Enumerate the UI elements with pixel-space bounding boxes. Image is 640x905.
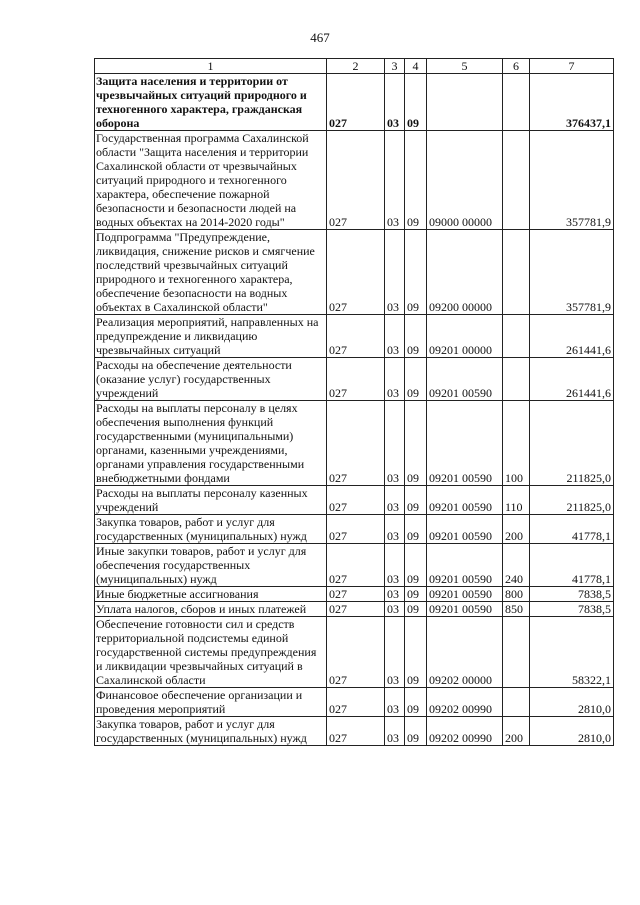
subsection-code-cell: 09: [405, 717, 427, 746]
ministry-code-cell: 027: [327, 617, 385, 688]
table-row: [95, 688, 614, 717]
table-row: [95, 617, 614, 688]
subsection-code-cell: 09: [405, 587, 427, 602]
amount-cell: 41778,1: [530, 544, 614, 587]
expense-type-cell: [503, 688, 530, 717]
target-article-cell: 09201 00590: [427, 602, 503, 617]
row-name-cell: Подпрограмма "Предупреждение, ликвидация, снижение рисков и смягчение последствий чрезвычайных ситуаций природного и техногенного характера, обеспечение безопасности на водных объектах в Сахалинской области": [95, 230, 327, 315]
ministry-code-cell: 027: [327, 688, 385, 717]
row-name-cell: Защита населения и территории от чрезвычайных ситуаций природного и техногенного характера, гражданская оборона: [95, 74, 327, 131]
target-article-cell: 09202 00000: [427, 617, 503, 688]
amount-cell: 58322,1: [530, 617, 614, 688]
amount-cell: 261441,6: [530, 358, 614, 401]
row-name-cell: Закупка товаров, работ и услуг для государственных (муниципальных) нужд: [95, 515, 327, 544]
header-cell: 2: [327, 59, 385, 74]
expense-type-cell: [503, 131, 530, 230]
row-name-cell: Государственная программа Сахалинской области "Защита населения и территории Сахалинской области от чрезвычайных ситуаций природного и техногенного характера, обеспечение пожарной безопасности и безопасности людей на водных объектах на 2014-2020 годы": [95, 131, 327, 230]
amount-cell: 376437,1: [530, 74, 614, 131]
target-article-cell: [427, 74, 503, 131]
table-row: [95, 515, 614, 544]
amount-cell: 7838,5: [530, 602, 614, 617]
row-name-cell: Закупка товаров, работ и услуг для государственных (муниципальных) нужд: [95, 717, 327, 746]
target-article-cell: 09201 00590: [427, 401, 503, 486]
subsection-code-cell: 09: [405, 131, 427, 230]
expense-type-cell: [503, 617, 530, 688]
subsection-code-cell: 09: [405, 486, 427, 515]
section-code-cell: 03: [385, 230, 405, 315]
subsection-code-cell: 09: [405, 515, 427, 544]
target-article-cell: 09201 00590: [427, 486, 503, 515]
expense-type-cell: 850: [503, 602, 530, 617]
row-name-cell: Расходы на обеспечение деятельности (оказание услуг) государственных учреждений: [95, 358, 327, 401]
target-article-cell: 09201 00590: [427, 358, 503, 401]
budget-table: [94, 58, 614, 746]
expense-type-cell: 200: [503, 515, 530, 544]
header-cell: 4: [405, 59, 427, 74]
section-code-cell: 03: [385, 617, 405, 688]
section-code-cell: 03: [385, 486, 405, 515]
section-code-cell: 03: [385, 131, 405, 230]
row-name-cell: Финансовое обеспечение организации и проведения мероприятий: [95, 688, 327, 717]
ministry-code-cell: 027: [327, 131, 385, 230]
section-code-cell: 03: [385, 74, 405, 131]
table-row: [95, 717, 614, 746]
table-row: [95, 587, 614, 602]
ministry-code-cell: 027: [327, 401, 385, 486]
amount-cell: 357781,9: [530, 131, 614, 230]
header-cell: 1: [95, 59, 327, 74]
subsection-code-cell: 09: [405, 358, 427, 401]
subsection-code-cell: 09: [405, 602, 427, 617]
section-code-cell: 03: [385, 315, 405, 358]
table-row: [95, 544, 614, 587]
ministry-code-cell: 027: [327, 602, 385, 617]
header-cell: 3: [385, 59, 405, 74]
table-row: [95, 230, 614, 315]
subsection-code-cell: 09: [405, 401, 427, 486]
table-row: [95, 486, 614, 515]
amount-cell: 261441,6: [530, 315, 614, 358]
table-row: [95, 315, 614, 358]
section-code-cell: 03: [385, 358, 405, 401]
row-name-cell: Иные бюджетные ассигнования: [95, 587, 327, 602]
ministry-code-cell: 027: [327, 486, 385, 515]
target-article-cell: 09000 00000: [427, 131, 503, 230]
amount-cell: 357781,9: [530, 230, 614, 315]
row-name-cell: Иные закупки товаров, работ и услуг для обеспечения государственных (муниципальных) нужд: [95, 544, 327, 587]
expense-type-cell: 200: [503, 717, 530, 746]
expense-type-cell: [503, 358, 530, 401]
ministry-code-cell: 027: [327, 315, 385, 358]
subsection-code-cell: 09: [405, 688, 427, 717]
table-row: [95, 131, 614, 230]
target-article-cell: 09202 00990: [427, 688, 503, 717]
header-cell: 7: [530, 59, 614, 74]
section-code-cell: 03: [385, 544, 405, 587]
page-number: 467: [310, 30, 330, 45]
amount-cell: 2810,0: [530, 717, 614, 746]
table-row: [95, 401, 614, 486]
target-article-cell: 09201 00590: [427, 544, 503, 587]
expense-type-cell: 240: [503, 544, 530, 587]
section-code-cell: 03: [385, 717, 405, 746]
target-article-cell: 09201 00590: [427, 515, 503, 544]
row-name-cell: Уплата налогов, сборов и иных платежей: [95, 602, 327, 617]
target-article-cell: 09201 00000: [427, 315, 503, 358]
header-cell: 6: [503, 59, 530, 74]
table-row: [95, 74, 614, 131]
expense-type-cell: [503, 74, 530, 131]
section-code-cell: 03: [385, 401, 405, 486]
ministry-code-cell: 027: [327, 515, 385, 544]
table-row: [95, 358, 614, 401]
expense-type-cell: 110: [503, 486, 530, 515]
expense-type-cell: [503, 315, 530, 358]
amount-cell: 2810,0: [530, 688, 614, 717]
subsection-code-cell: 09: [405, 544, 427, 587]
amount-cell: 41778,1: [530, 515, 614, 544]
amount-cell: 211825,0: [530, 401, 614, 486]
ministry-code-cell: 027: [327, 717, 385, 746]
row-name-cell: Реализация мероприятий, направленных на предупреждение и ликвидацию чрезвычайных ситуаций: [95, 315, 327, 358]
header-row: [95, 59, 614, 74]
row-name-cell: Расходы на выплаты персоналу казенных учреждений: [95, 486, 327, 515]
target-article-cell: 09200 00000: [427, 230, 503, 315]
ministry-code-cell: 027: [327, 587, 385, 602]
amount-cell: 7838,5: [530, 587, 614, 602]
expense-type-cell: 100: [503, 401, 530, 486]
ministry-code-cell: 027: [327, 358, 385, 401]
subsection-code-cell: 09: [405, 230, 427, 315]
row-name-cell: Обеспечение готовности сил и средств территориальной подсистемы единой государственной системы предупреждения и ликвидации чрезвычайных ситуаций в Сахалинской области: [95, 617, 327, 688]
ministry-code-cell: 027: [327, 544, 385, 587]
ministry-code-cell: 027: [327, 74, 385, 131]
target-article-cell: 09201 00590: [427, 587, 503, 602]
expense-type-cell: 800: [503, 587, 530, 602]
header-cell: 5: [427, 59, 503, 74]
section-code-cell: 03: [385, 515, 405, 544]
table-row: [95, 602, 614, 617]
target-article-cell: 09202 00990: [427, 717, 503, 746]
amount-cell: 211825,0: [530, 486, 614, 515]
row-name-cell: Расходы на выплаты персоналу в целях обеспечения выполнения функций государственными (муниципальными) органами, казенными учреждениями, органами управления государственными внебюджетными фондами: [95, 401, 327, 486]
subsection-code-cell: 09: [405, 74, 427, 131]
section-code-cell: 03: [385, 688, 405, 717]
subsection-code-cell: 09: [405, 315, 427, 358]
section-code-cell: 03: [385, 602, 405, 617]
subsection-code-cell: 09: [405, 617, 427, 688]
expense-type-cell: [503, 230, 530, 315]
section-code-cell: 03: [385, 587, 405, 602]
ministry-code-cell: 027: [327, 230, 385, 315]
